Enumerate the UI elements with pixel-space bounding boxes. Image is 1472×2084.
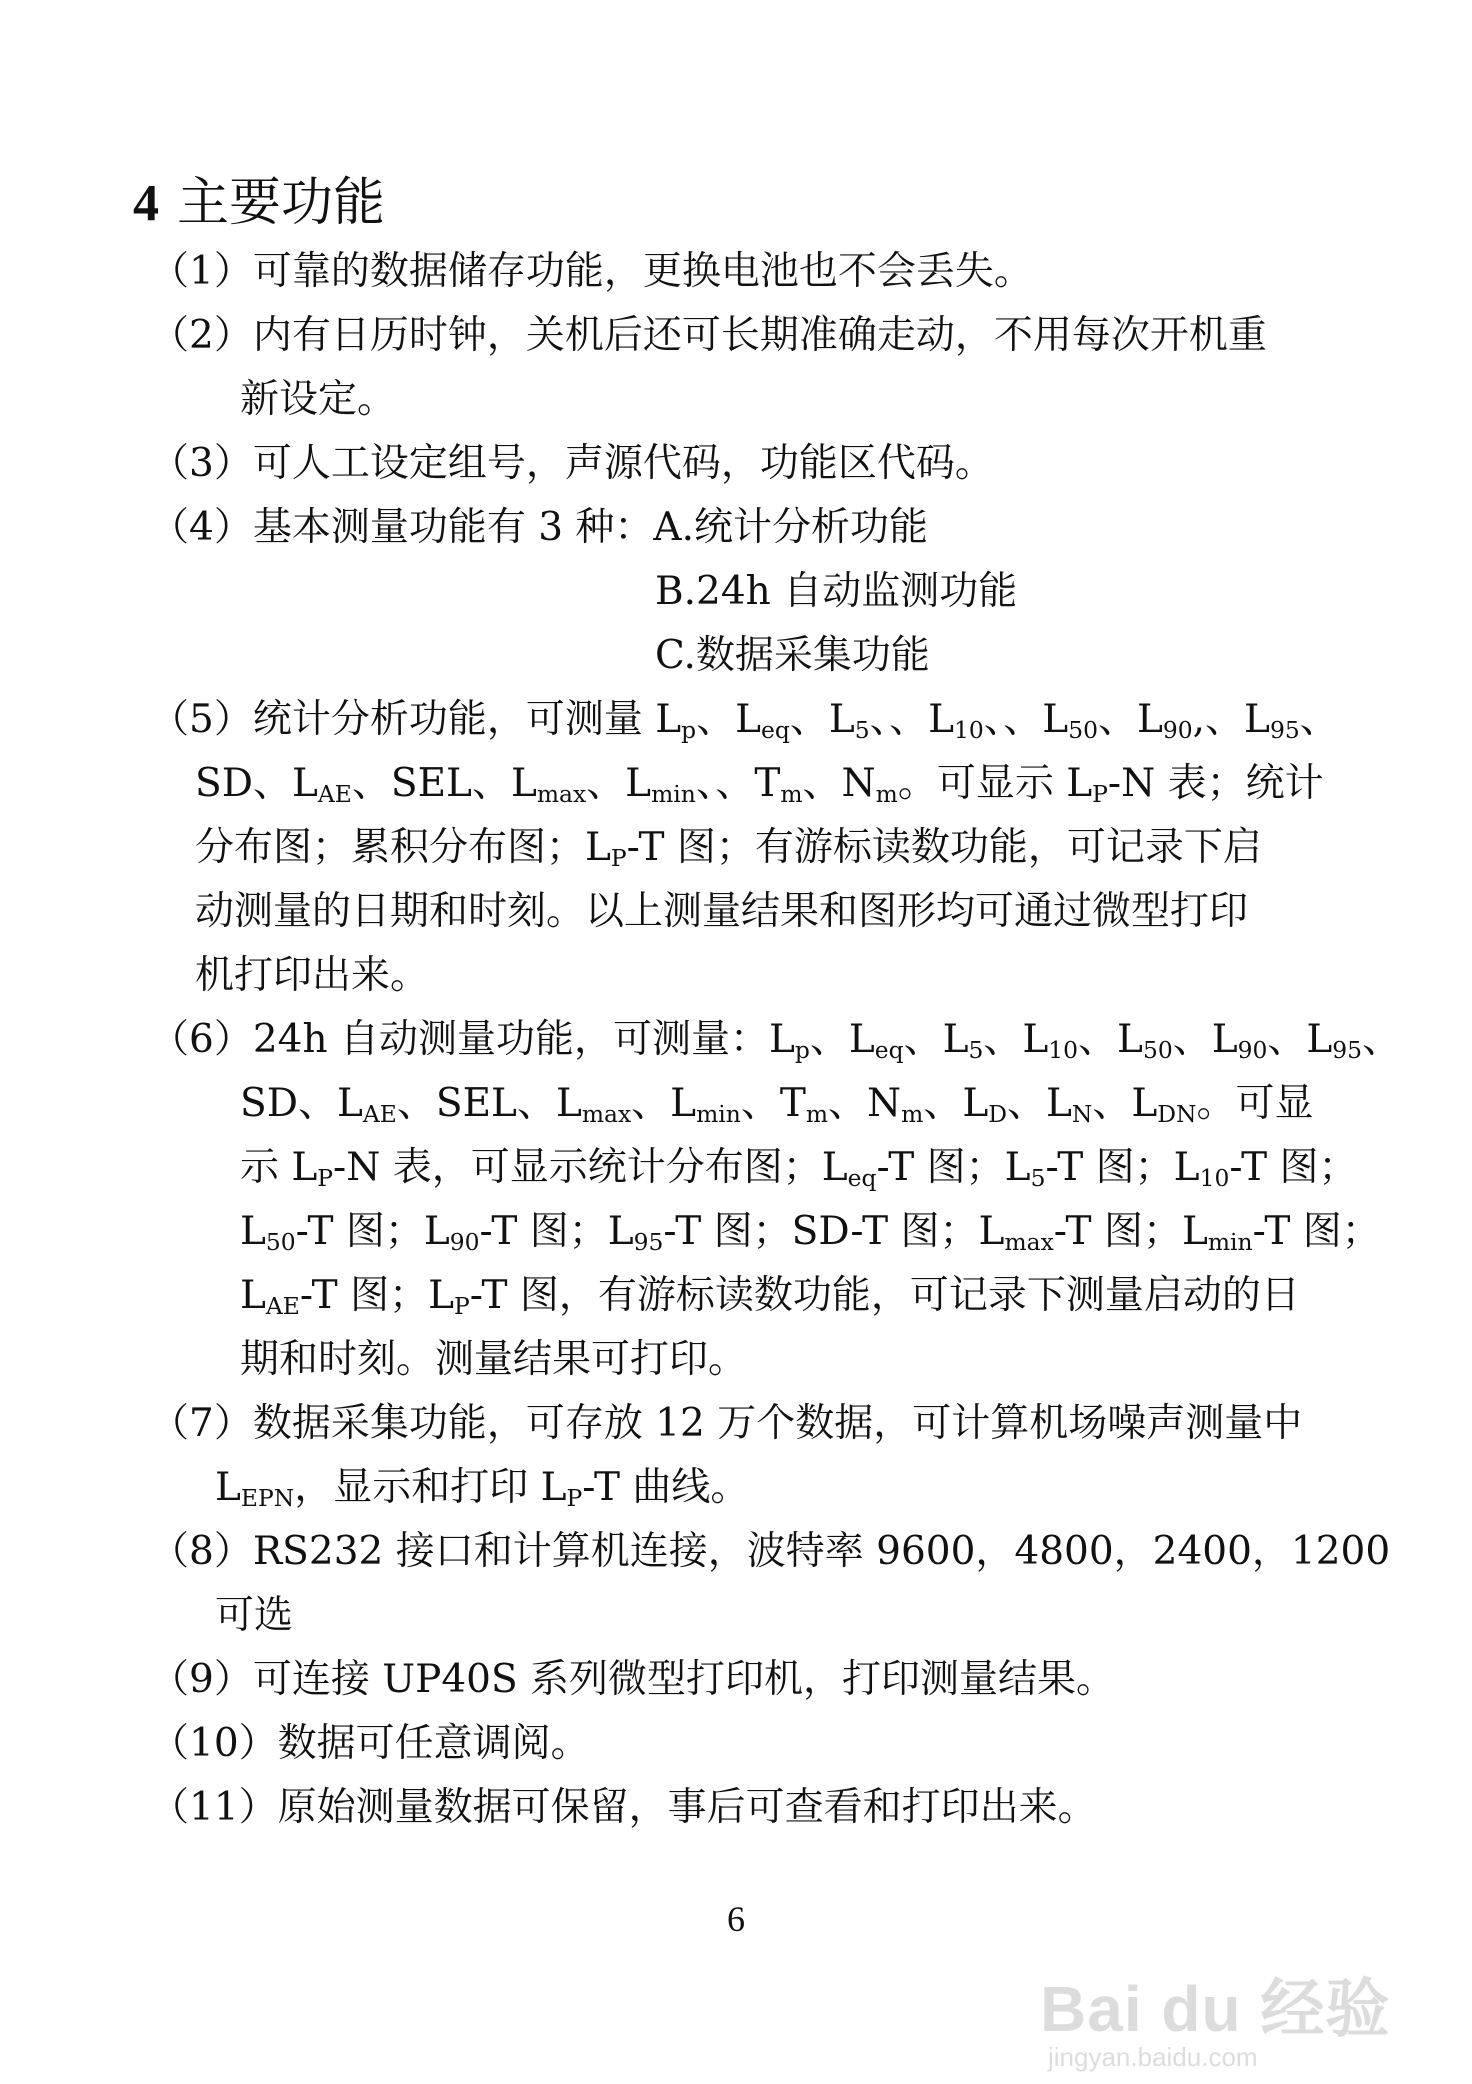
text-line: 示 $L_P-N$ 表，可显示统计分布图；$L_{eq}-T$ 图；$L_5-T$ 图；$L_{10}-T$ 图；: [240, 1145, 1358, 1192]
text-line: （5）统计分析功能，可测量 $L_p$、$L_{eq}$、$L_5$、、$L_{10}$、、$L_{50}$、$L_{90}$,、$L_{95}$、: [150, 697, 1339, 744]
section-number: 4: [133, 175, 159, 232]
text-line: 动测量的日期和时刻。以上测量结果和图形均可通过微型打印: [195, 889, 1249, 934]
text-line: 新设定。: [240, 377, 397, 422]
watermark-logo: Bai du 经验: [1040, 1973, 1391, 2045]
section-title: 主要功能: [177, 173, 386, 233]
text-line: （6）24h 自动测量功能，可测量：$L_p$、$L_{eq}$、$L_5$、$L_{10}$、$L_{50}$、$L_{90}$、$L_{95}$、: [150, 1017, 1402, 1064]
text-line: B.24h 自动监测功能: [655, 569, 1018, 614]
feature-list: [150, 240, 1402, 1840]
watermark-url: jingyan.baidu.com: [1048, 2042, 1258, 2072]
text-line: SD、$L_{AE}$、SEL、$L_{max}$、$L_{min}$、、$T_m$、$N_m$。可显示 $L_P-N$ 表；统计: [195, 761, 1324, 808]
text-line: （7）数据采集功能，可存放 12 万个数据，可计算机场噪声测量中: [150, 1401, 1303, 1446]
baidu-jingyan-watermark: [1040, 1958, 1440, 2078]
text-line: $L_{EPN}$，显示和打印 $L_P-T$ 曲线。: [215, 1465, 750, 1512]
section-heading: [133, 168, 385, 239]
text-line: （4）基本测量功能有 3 种：A.统计分析功能: [150, 505, 928, 550]
text-line: （1）可靠的数据储存功能，更换电池也不会丢失。: [150, 249, 1033, 294]
text-line: $L_{AE}-T$ 图；$L_P-T$ 图，有游标读数功能，可记录下测量启动的日: [240, 1273, 1300, 1320]
text-line: 可选: [215, 1593, 294, 1638]
text-line: 期和时刻。测量结果可打印。: [240, 1337, 748, 1382]
text-line: 分布图；累积分布图；$L_P-T$ 图；有游标读数功能，可记录下启: [195, 825, 1262, 872]
text-line: $L_{50}-T$ 图；$L_{90}-T$ 图；$L_{95}-T$ 图；SD-T 图；$L_{max}-T$ 图；$L_{min}-T$ 图；: [240, 1209, 1381, 1256]
page-number: 6: [727, 1899, 745, 1939]
text-line: （8）RS232 接口和计算机连接，波特率 9600，4800，2400，1200: [150, 1529, 1391, 1574]
text-line: 机打印出来。: [195, 953, 430, 998]
text-line: SD、$L_{AE}$、SEL、$L_{max}$、$L_{min}$、$T_m$、$N_m$、$L_D$、$L_N$、$L_{DN}$。可显: [240, 1081, 1314, 1128]
text-line: （3）可人工设定组号，声源代码，功能区代码。: [150, 441, 994, 486]
text-line: （2）内有日历时钟，关机后还可长期准确走动，不用每次开机重: [150, 313, 1267, 358]
text-line: C.数据采集功能: [655, 633, 930, 678]
text-line: （10）数据可任意调阅。: [150, 1721, 590, 1766]
text-line: （9）可连接 UP40S 系列微型打印机，打印测量结果。: [150, 1657, 1116, 1702]
text-line: （11）原始测量数据可保留，事后可查看和打印出来。: [150, 1785, 1097, 1830]
